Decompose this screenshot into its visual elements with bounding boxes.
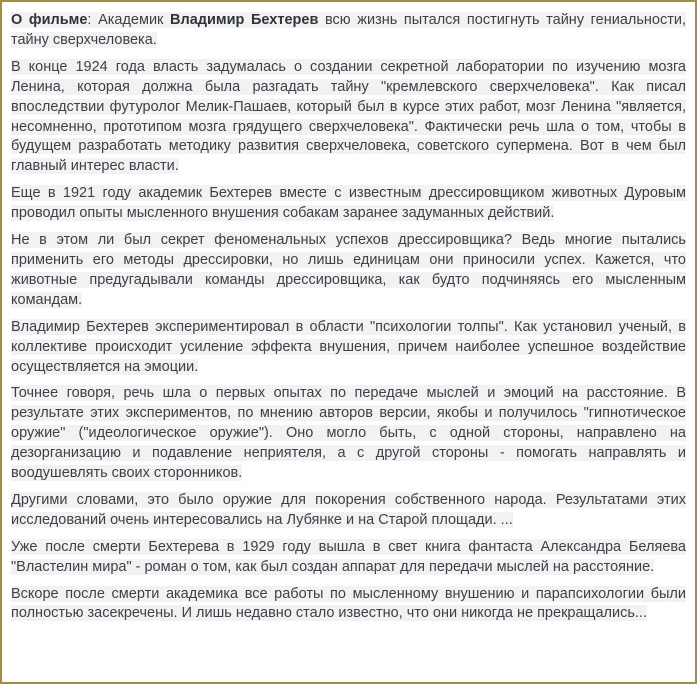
- bold-text: Владимир Бехтерев: [170, 12, 319, 28]
- highlighted-text: [11, 586, 686, 622]
- paragraph: [11, 491, 686, 531]
- paragraph: [11, 318, 686, 378]
- article: [11, 11, 686, 624]
- highlighted-text: [11, 232, 686, 308]
- paragraph: [11, 585, 686, 625]
- highlighted-text: [11, 59, 686, 175]
- body-text: Не в этом ли был секрет феноменальных успехов дрессировщика? Ведь многие пытались применить его методы дрессировки, но лишь единицам они приносили успех. Кажется, что животные предугадывали команды дрессировщика, как будто подчиняясь его мысленным командам.: [11, 232, 686, 308]
- highlighted-text: [11, 319, 686, 375]
- body-text: : Академик: [87, 12, 171, 28]
- paragraph: [11, 58, 686, 177]
- bold-text: О фильме: [11, 12, 88, 28]
- highlighted-text: [11, 385, 686, 481]
- body-text: В конце 1924 года власть задумалась о создании секретной лаборатории по изучению мозга Ленина, которая должна была разгадать тайну "кремлевского сверхчеловека". Как писал впоследствии футуролог Мелик-Пашаев, который был в курсе этих работ, мозг Ленина "является, несомненно, прототипом мозга грядущего сверхчеловека". Фактически речь шла о том, чтобы в будущем разработать методику развития сверхчеловека, советского супермена. Вот в чем был главный интерес власти.: [11, 58, 686, 175]
- paragraph: [11, 384, 686, 484]
- body-text: Еще в 1921 году академик Бехтерев вместе с известным дрессировщиком животных Дуровым проводил опыты мысленного внушения собакам заранее задуманных действий.: [11, 185, 686, 222]
- highlighted-text: [11, 539, 686, 575]
- highlighted-text: [11, 185, 686, 221]
- paragraph: [11, 538, 686, 578]
- highlighted-text: [11, 12, 686, 48]
- body-text: всю жизнь пытался постигнуть тайну гениальности, тайну сверхчеловека.: [11, 12, 686, 48]
- highlighted-text: [11, 492, 686, 528]
- body-text: Вскоре после смерти академика все работы по мысленному внушению и парапсихологии были полностью засекречены. И лишь недавно стало известно, что они никогда не прекращались...: [11, 585, 686, 622]
- paragraph: [11, 184, 686, 224]
- body-text: Владимир Бехтерев экспериментировал в области "психологии толпы". Как установил ученый, в коллективе происходит усиление эффекта внушения, причем наиболее успешное воздействие осуществляется на эмоции.: [11, 318, 686, 375]
- body-text: Уже после смерти Бехтерева в 1929 году вышла в свет книга фантаста Александра Беляева "Властелин мира" - роман о том, как был создан аппарат для передачи мыслей на расстояние.: [11, 538, 686, 575]
- paragraph: [11, 11, 686, 51]
- body-text: Другими словами, это было оружие для покорения собственного народа. Результатами этих исследований очень интересовались на Лубянке и на Старой площади. ...: [11, 491, 686, 528]
- body-text: Точнее говоря, речь шла о первых опытах по передаче мыслей и эмоций на расстояние. В результате этих экспериментов, по мнению авторов версии, якобы и получилось "гипнотическое оружие" ("идеологическое оружие"). Оно могло быть, с одной стороны, направлено на дезорганизацию и подавление неприятеля, а с другой стороны - помогать направлять и воодушевлять своих сторонников.: [11, 385, 686, 482]
- paragraph: [11, 231, 686, 311]
